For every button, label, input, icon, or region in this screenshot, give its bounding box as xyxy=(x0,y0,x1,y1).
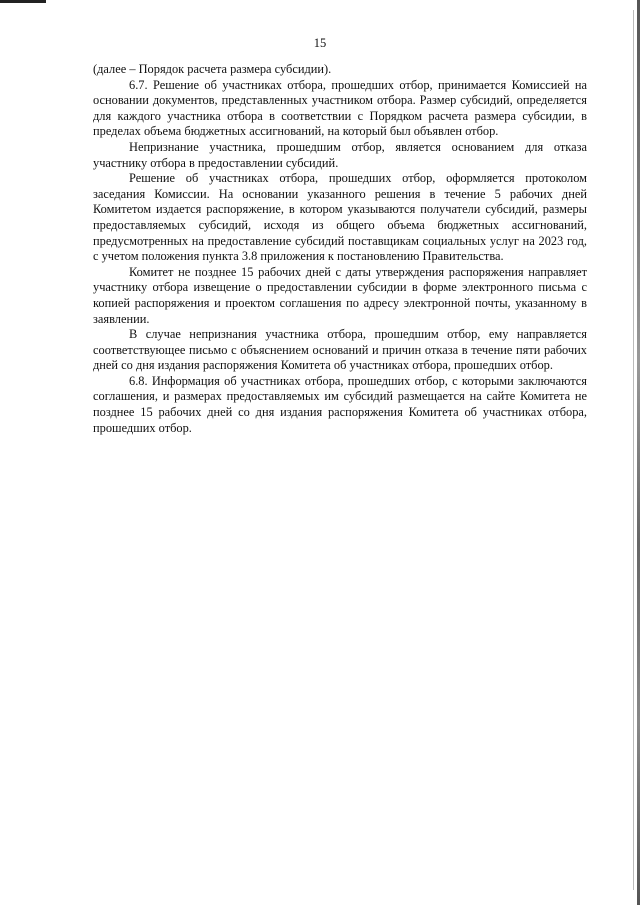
paragraph-6-8: 6.8. Информация об участниках отбора, прошедших отбор, с которыми заключаются соглашения, и размерах предоставляемых им субсидий размещается на сайте Комитета не позднее 15 рабочих дней со дня издания распоряжения Комитета об участниках отбора, прошедших отбор. xyxy=(93,373,587,435)
document-body xyxy=(93,62,587,436)
paragraph-continuation: (далее – Порядок расчета размера субсидии). xyxy=(93,62,332,76)
page-number: 15 xyxy=(313,36,327,50)
paragraph-non-recognition: Непризнание участника, прошедшим отбор, является основанием для отказа участнику отбора в предоставлении субсидий. xyxy=(93,139,587,170)
paragraph-6-7: 6.7. Решение об участниках отбора, прошедших отбор, принимается Комиссией на основании документов, представленных участником отбора. Размер субсидий, определяется для каждого участника отбора в соответствии с Порядком расчета размера субсидии, в пределах объема бюджетных ассигнований, на который был объявлен отбор. xyxy=(93,77,587,139)
scan-artifact-top xyxy=(0,0,46,3)
paragraph-protocol: Решение об участниках отбора, прошедших отбор, оформляется протоколом заседания Комиссии. На основании указанного решения в течение 5 рабочих дней Комитетом издается распоряжение, в котором указываются получатели субсидий, размеры предоставляемых субсидий, исходя из общего объема бюджетных ассигнований, предусмотренных на предоставление субсидий поставщикам социальных услуг на 2023 год, с учетом положения пункта 3.8 приложения к постановлению Правительства. xyxy=(93,171,587,264)
paragraph-refusal: В случае непризнания участника отбора, прошедшим отбор, ему направляется соответствующее письмо с объяснением оснований и причин отказа в течение пяти рабочих дней со дня издания распоряжения Комитета об участниках отбора, прошедших отбор. xyxy=(93,327,587,373)
scan-artifact-right-line xyxy=(633,10,634,890)
paragraph-notification: Комитет не позднее 15 рабочих дней с даты утверждения распоряжения направляет участнику отбора извещение о предоставлении субсидии в форме электронного письма с копией распоряжения и проектом соглашения по адресу электронной почты, указанному в заявлении. xyxy=(93,264,587,326)
